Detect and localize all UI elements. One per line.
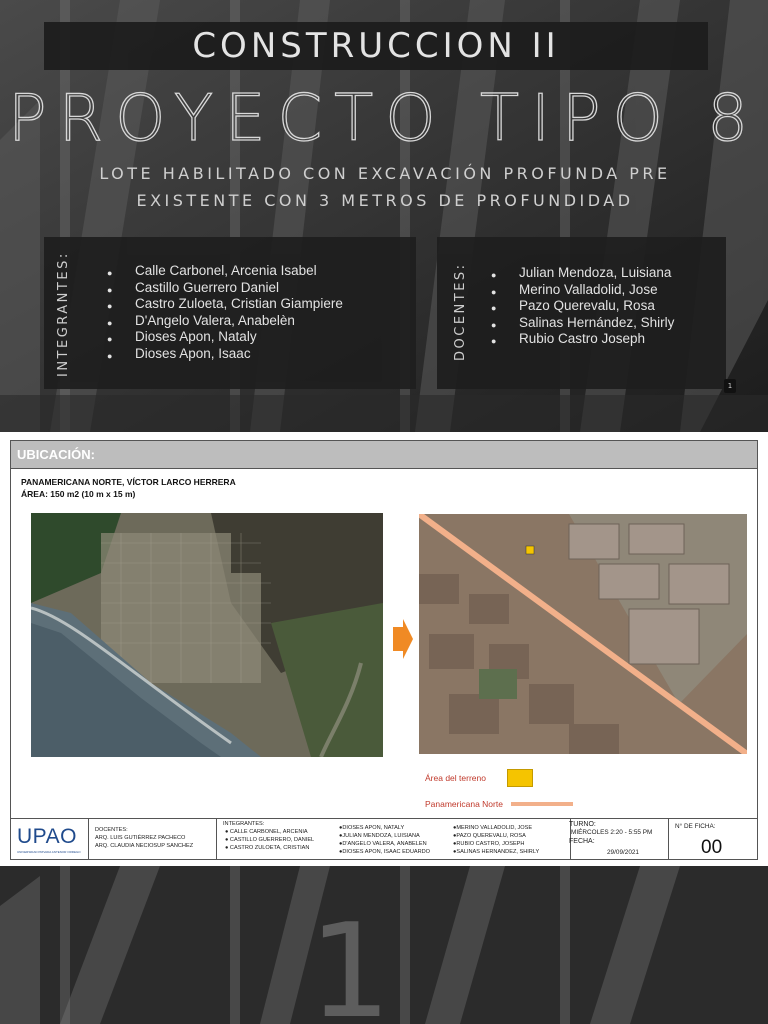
course-title: CONSTRUCCION II [44,22,708,70]
legend-area-swatch [507,769,533,787]
integrante-item: ● CALLE CARBONEL, ARCENIA [225,829,308,835]
section-header: UBICACIÓN: [11,441,757,469]
list-item: ● Dioses Apon, Isaac [135,346,343,363]
list-item: ● Pazo Querevalu, Rosa [519,298,674,315]
next-slide-preview [0,866,768,1024]
project-title: PROYECTO TIPO 8 [8,82,760,156]
address-block [21,476,236,500]
legend-area-label: Área del terreno [425,773,486,783]
list-item: ● Rubio Castro Joseph [519,331,674,348]
list-item: ● Calle Carbonel, Arcenia Isabel [135,263,343,280]
subtitle-line-1: LOTE HABILITADO CON EXCAVACIÓN PROFUNDA PRE [99,164,671,183]
legend-road-label: Panamericana Norte [425,799,503,809]
upao-logo-subtitle: UNIVERSIDAD PRIVADA ANTENOR ORREGO [17,850,81,854]
docentes-label: DOCENTES: [453,262,468,361]
detail-satellite-map [419,514,747,754]
integrante-item: ● CASTRO ZULOETA, CRISTIAN [225,845,310,851]
list-item: ● Castillo Guerrero Daniel [135,280,343,297]
list-item: ● Julian Mendoza, Luisiana [519,265,674,282]
list-item: ● Merino Valladolid, Jose [519,282,674,299]
docente-item: ARQ. CLAUDIA NECIOSUP SANCHEZ [95,843,194,849]
logo-cell [11,819,89,860]
turno-value: MIÉRCOLES 2:20 - 5:55 PM [571,829,653,836]
docentes-label: DOCENTES: [95,827,128,833]
integrante-item: ●JULIAN MENDOZA, LUISIANA [339,833,420,839]
area-text: ÁREA: 150 m2 (10 m x 15 m) [21,489,136,499]
list-item: ● Dioses Apon, Nataly [135,329,343,346]
address-text: PANAMERICANA NORTE, VÍCTOR LARCO HERRERA [21,477,236,487]
docentes-panel [437,237,726,389]
integrante-item: ●SALINAS HERNANDEZ, SHIRLY [453,849,540,855]
integrante-item: ●D'ANGELO VALERA, ANABELEN [339,841,427,847]
docentes-list [519,265,674,348]
legend-road-swatch [511,802,573,806]
fecha-label: FECHA: [569,838,595,845]
docentes-cell [89,819,217,860]
integrante-item: ●DIOSES APON, ISAAC EDUARDO [339,849,431,855]
turno-label: TURNO: [569,821,596,828]
docente-item: ARQ. LUIS GUTIÉRREZ PACHECO [95,835,186,841]
slide-number-large: 1 [308,895,392,1024]
integrante-item: ●RUBIO CASTRO, JOSEPH [453,841,525,847]
turno-cell [565,819,669,860]
project-subtitle [60,160,710,214]
integrantes-cell [217,819,571,860]
integrantes-panel [44,237,416,389]
ficha-label: N° DE FICHA: [675,823,716,830]
integrante-item: ● CASTILLO GUERRERO, DANIEL [225,837,315,843]
arrow-right-icon [391,619,413,659]
ficha-number: 00 [701,837,723,858]
integrante-item: ●PAZO QUEREVALU, ROSA [453,833,526,839]
list-item: ● D'Angelo Valera, Anabelèn [135,313,343,330]
cover-slide [0,0,768,432]
upao-logo: UPAO [17,825,77,848]
location-sheet [10,440,758,860]
regional-satellite-map [31,513,383,757]
fecha-value: 29/09/2021 [607,849,639,856]
list-item: ● Salinas Hernández, Shirly [519,315,674,332]
integrantes-label: INTEGRANTES: [56,251,71,377]
integrante-item: ●MERINO VALLADOLID, JOSE [453,825,533,831]
integrante-item: ●DIOSES APON, NATALY [339,825,405,831]
list-item: ● Castro Zuloeta, Cristian Giampiere [135,296,343,313]
subtitle-line-2: EXISTENTE CON 3 METROS DE PROFUNDIDAD [136,191,634,210]
page-number-badge: 1 [724,379,736,393]
title-block [11,818,757,860]
integrantes-label: INTEGRANTES: [223,821,265,827]
integrantes-list [135,263,343,363]
